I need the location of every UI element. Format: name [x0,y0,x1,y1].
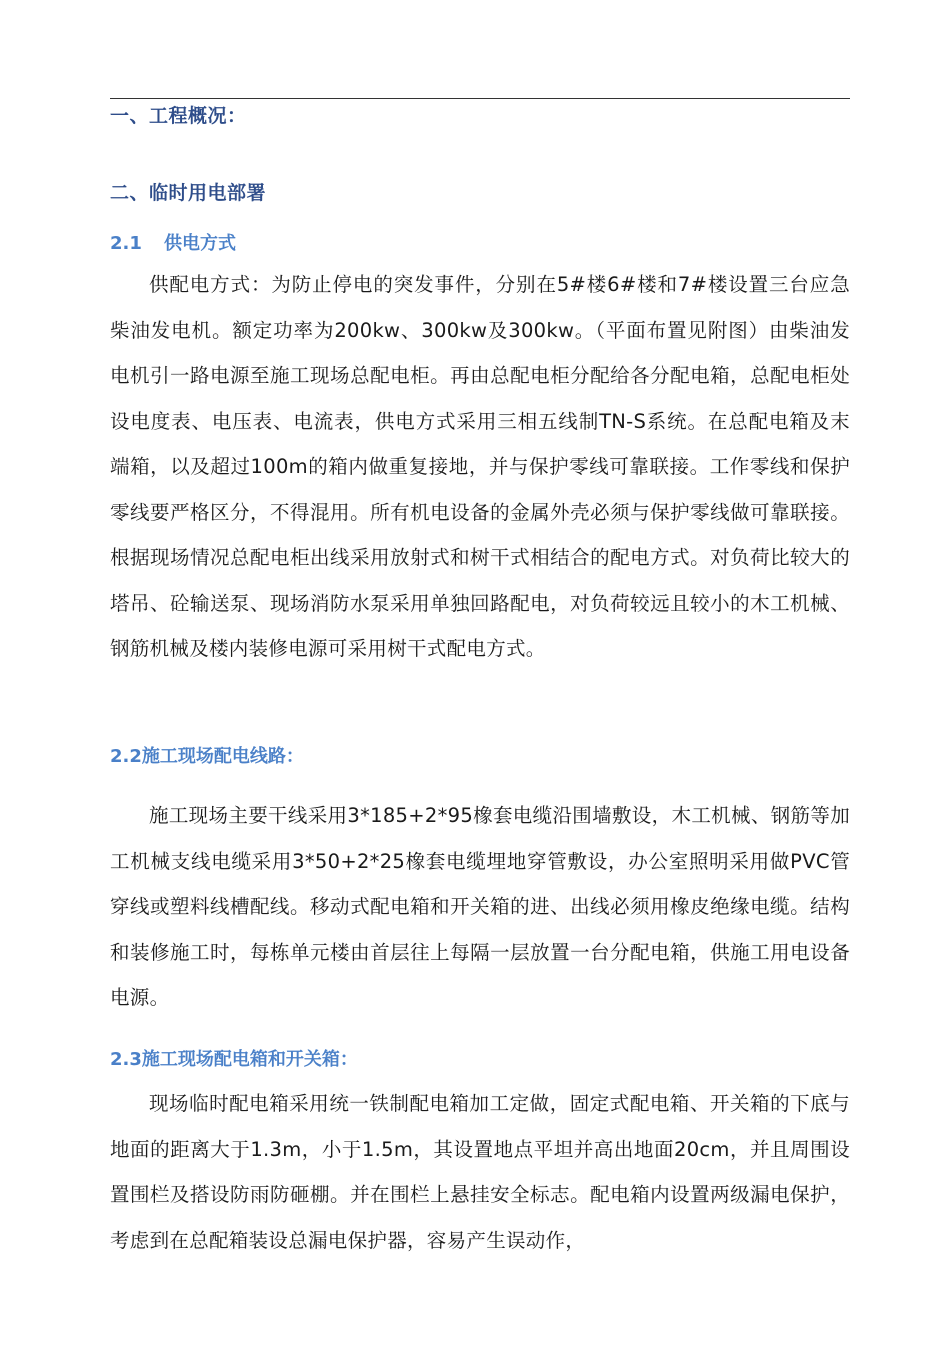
header-rule [110,98,850,99]
section-2-1-title: 供电方式 [164,233,236,254]
section-2-2-title: 施工现场配电线路： [141,746,304,767]
section-2-3-heading [110,1045,358,1071]
section-2-2-number: 2.2 [110,746,142,767]
section-2-3-paragraph: 现场临时配电箱采用统一铁制配电箱加工定做，固定式配电箱、开关箱的下底与地面的距离大于1.3m，小于1.5m，其设置地点平坦并高出地面20cm，并且周围设置围栏及搭设防雨防砸棚。并在围栏上悬挂安全标志。配电箱内设置两级漏电保护，考虑到在总配箱装设总漏电保护器，容易产生误动作， [110,1092,850,1252]
section-2-heading: 二、临时用电部署 [110,182,267,204]
section-1-heading: 一、工程概况： [110,105,247,127]
section-2-1-number: 2.1 [110,233,142,254]
section-2-3-number: 2.3 [110,1049,142,1070]
section-2-2-heading [110,742,304,768]
section-2-3-title: 施工现场配电箱和开关箱： [141,1049,358,1070]
section-2-1-heading [110,229,236,255]
section-2-1-paragraph: 供配电方式：为防止停电的突发事件，分别在5#楼6#楼和7#楼设置三台应急柴油发电机。额定功率为200kw、300kw及300kw。（平面布置见附图）由柴油发电机引一路电源至施工现场总配电柜。再由总配电柜分配给各分配电箱，总配电柜处设电度表、电压表、电流表，供电方式采用三相五线制TN-S系统。在总配电箱及末端箱，以及超过100m的箱内做重复接地，并与保护零线可靠联接。工作零线和保护零线要严格区分，不得混用。所有机电设备的金属外壳必须与保护零线做可靠联接。根据现场情况总配电柜出线采用放射式和树干式相结合的配电方式。对负荷比较大的塔吊、砼输送泵、现场消防水泵采用单独回路配电，对负荷较远且较小的木工机械、钢筋机械及楼内装修电源可采用树干式配电方式。 [110,273,850,660]
section-2-2-paragraph: 施工现场主要干线采用3*185+2*95橡套电缆沿围墙敷设，木工机械、钢筋等加工机械支线电缆采用3*50+2*25橡套电缆埋地穿管敷设，办公室照明采用做PVC管穿线或塑料线槽配线。移动式配电箱和开关箱的进、出线必须用橡皮绝缘电缆。结构和装修施工时，每栋单元楼由首层往上每隔一层放置一台分配电箱，供施工用电设备电源。 [110,804,850,1009]
